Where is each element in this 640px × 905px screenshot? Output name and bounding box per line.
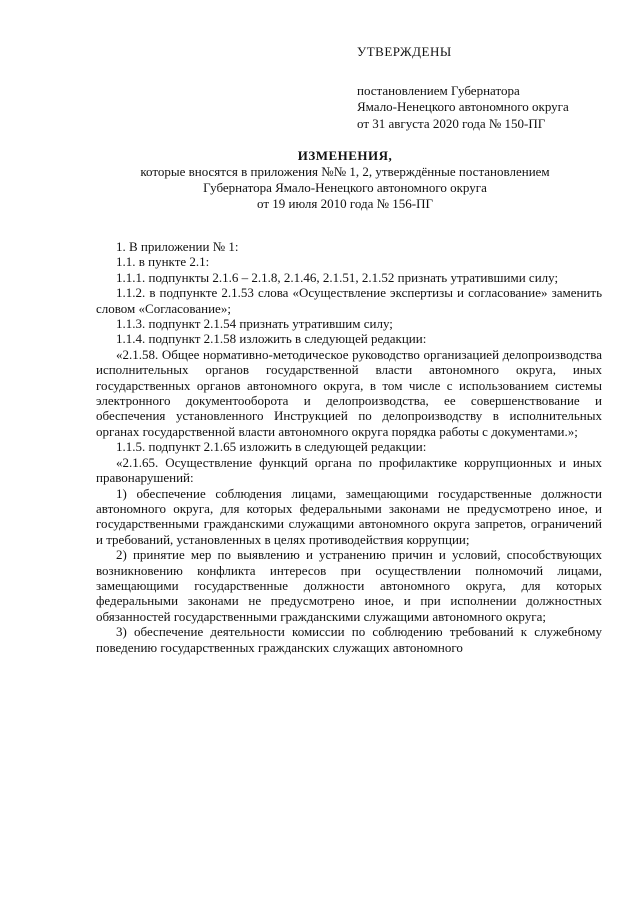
paragraph: 1.1. в пункте 2.1: bbox=[116, 254, 210, 270]
paragraph: 1. В приложении № 1: bbox=[116, 239, 239, 254]
document-body bbox=[96, 239, 602, 655]
paragraph: 1.1.3. подпункт 2.1.54 признать утратившим силу; bbox=[116, 316, 393, 332]
paragraph: «2.1.65. Осуществление функций органа по профилактике коррупционных и иных правонарушений: bbox=[96, 454, 602, 486]
approval-line: Ямало-Ненецкого автономного округа bbox=[357, 99, 569, 114]
title-subline: которые вносятся в приложения №№ 1, 2, утверждённые постановлением bbox=[140, 164, 550, 179]
paragraph: 1.1.4. подпункт 2.1.58 изложить в следующей редакции: bbox=[116, 331, 427, 347]
approval-line: от 31 августа 2020 года № 150-ПГ bbox=[357, 115, 546, 131]
document-title bbox=[90, 148, 600, 212]
paragraph: 3) обеспечение деятельности комиссии по соблюдению требований к служебному поведению государственных гражданских служащих автономного bbox=[96, 624, 602, 655]
approval-heading: УТВЕРЖДЕНЫ bbox=[357, 44, 452, 59]
paragraph: 1.1.1. подпункты 2.1.6 – 2.1.8, 2.1.46, 2.1.51, 2.1.52 признать утратившими силу; bbox=[116, 269, 559, 285]
paragraph: 1) обеспечение соблюдения лицами, замещающими государственные должности автономного округа, для которых федеральными законами не предусмотрено иное, и государственными гражданскими служащими автономного округа запретов, ограничений и требований, установленных в целях противодействия коррупции; bbox=[96, 485, 602, 547]
approval-line: постановлением Губернатора bbox=[357, 82, 520, 98]
paragraph: 1.1.5. подпункт 2.1.65 изложить в следующей редакции: bbox=[116, 439, 427, 455]
approval-stamp bbox=[357, 44, 569, 132]
title-subline: Губернатора Ямало-Ненецкого автономного округа bbox=[203, 180, 487, 195]
paragraph: «2.1.58. Общее нормативно-методическое руководство организацией делопроизводства исполнительных органов государственной власти автономного округа, иных государственных органов автономного округа, в том числе с использованием системы электронного документооборота и делопроизводства, ее совершенствование и обеспечения установленного Инструкцией по делопроизводству в исполнительных органах государственной власти автономного округа порядка работы с документами.»; bbox=[96, 346, 602, 439]
title-heading: ИЗМЕНЕНИЯ, bbox=[297, 148, 393, 163]
title-subline: от 19 июля 2010 года № 156-ПГ bbox=[257, 196, 433, 211]
paragraph: 1.1.2. в подпункте 2.1.53 слова «Осуществление экспертизы и согласование» заменить словом «Согласование»; bbox=[96, 285, 602, 316]
paragraph: 2) принятие мер по выявлению и устранению причин и условий, способствующих возникновению конфликта интересов при осуществлении полномочий лицами, замещающими государственные должности автономного округа, для которых федеральными законами не предусмотрено иное, и при исполнении должностных обязанностей государственными гражданскими служащими автономного округа; bbox=[96, 547, 602, 624]
